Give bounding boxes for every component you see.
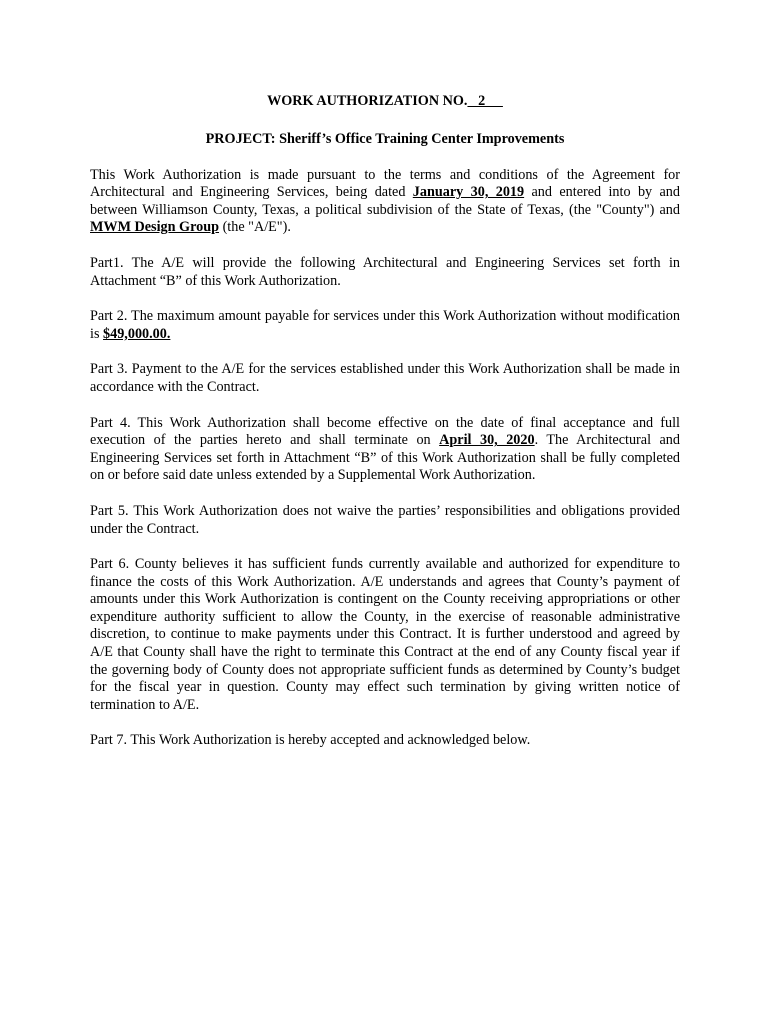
work-authorization-number: 2 bbox=[467, 93, 503, 109]
part4-text-1: Part 4. This Work Authorization shall become effective on the date of final acceptance and full execution of the parties hereto and shall terminate on bbox=[90, 414, 680, 449]
termination-date: April 30, 2020 bbox=[439, 432, 535, 449]
part2-text: Part 2. The maximum amount payable for services under this Work Authorization without modification is bbox=[90, 308, 680, 342]
agreement-date: January 30, 2019 bbox=[412, 184, 525, 201]
project-line: PROJECT: Sheriff’s Office Training Center Improvements bbox=[205, 131, 565, 147]
part7-paragraph: Part 7. This Work Authorization is hereby accepted and acknowledged below. bbox=[90, 732, 531, 749]
part4-text-2: . The Architectural and Engineering Services set forth in Attachment “B” of this Work Authorization shall be fully completed on or before said date unless extended by a Supplemental Work Authorization. bbox=[90, 432, 680, 484]
part5-paragraph: Part 5. This Work Authorization does not waive the parties’ responsibilities and obligations provided under the Contract. bbox=[90, 502, 680, 537]
part2-paragraph bbox=[90, 308, 680, 343]
document-title bbox=[90, 93, 680, 112]
part1-paragraph: Part1. The A/E will provide the following Architectural and Engineering Services set forth in Attachment “B” of this Work Authorization. bbox=[90, 254, 680, 289]
title-prefix: WORK AUTHORIZATION NO. bbox=[267, 93, 468, 109]
document-page bbox=[90, 93, 680, 750]
firm-name: MWM Design Group bbox=[90, 219, 220, 236]
part4-paragraph bbox=[90, 415, 680, 485]
intro-text-3: (the "A/E"). bbox=[219, 219, 291, 236]
maximum-amount: $49,000.00. bbox=[103, 325, 171, 342]
intro-text-1: This Work Authorization is made pursuant to the terms and conditions of the Agreement for Architectural and Engineering Services, being dated bbox=[90, 166, 680, 201]
intro-paragraph bbox=[90, 167, 680, 237]
part3-paragraph: Part 3. Payment to the A/E for the services established under this Work Authorization shall be made in accordance with the Contract. bbox=[90, 361, 680, 395]
intro-text-2: and entered into by and between Williamson County, Texas, a political subdivision of the State of Texas, (the "County") and bbox=[90, 184, 680, 218]
part6-paragraph: Part 6. County believes it has sufficient funds currently available and authorized for expenditure to finance the costs of this Work Authorization. A/E understands and agrees that County’s payment of amounts under this Work Authorization is contingent on the County receiving appropriations or other expenditure authority sufficient to allow the County, in the exercise of reasonable administrative discretion, to continue to make payments under this Contract. It is further understood and agreed by A/E that County shall have the right to terminate this Contract at the end of any County fiscal year if the governing body of County does not appropriate sufficient funds as determined by County’s budget for the fiscal year in question. County may effect such termination by giving written notice of termination to A/E. bbox=[90, 556, 680, 713]
